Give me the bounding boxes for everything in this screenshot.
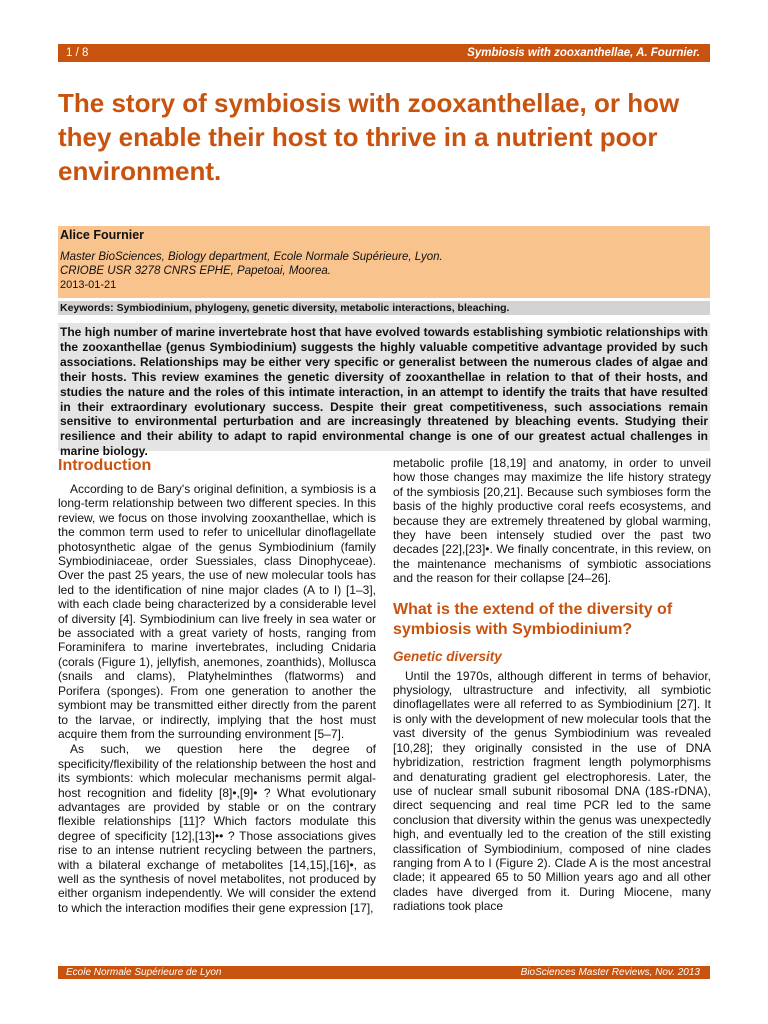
- keywords-list: Symbiodinium, phylogeny, genetic diversity, metabolic interactions, bleaching.: [116, 302, 510, 314]
- right-column: [393, 456, 711, 914]
- keywords-label: Keywords:: [60, 302, 114, 314]
- diversity-heading: What is the extend of the diversity of symbiosis with Symbiodinium?: [393, 600, 673, 638]
- author-box: [58, 226, 710, 298]
- affiliations: [60, 250, 443, 278]
- page-number: 1 / 8: [66, 47, 89, 59]
- intro-paragraph-1: According to de Bary's original definition, a symbiosis is a long-term relationship between two different species. In this review, we focus on those involving zooxanthellae, which is the common term used to refer to unicellular dinoflagellate photosynthetic algae of the genus Symbiodinium (family Symbiodiniaceae, order Suessiales, class Dinophyceae). Over the past 25 years, the use of new molecular tools has led to the identification of nine major clades (A to I) [1–3], with each clade being characterized by a considerable level of diversity [4]. Symbiodinium can live freely in sea water or be associated with a great variety of hosts, ranging from Foraminifera to marine invertebrates, including Cnidaria (corals (Figure 1), jellyfish, anemones, zoanthids), Mollusca (snails and clams), Platyhelminthes (flatworms) and Porifera (sponges). From one generation to another the symbiont may be transmitted either directly from the parent to the larvae, or indirectly, implying that the host must acquire them from the surrounding environment [5–7].: [58, 482, 376, 741]
- affiliation-1: Master BioSciences, Biology department, Ecole Normale Supérieure, Lyon.: [60, 251, 443, 263]
- running-title: Symbiosis with zooxanthellae, A. Fournier.: [467, 47, 700, 59]
- abstract-text: The high number of marine invertebrate host that have evolved towards establishing symbiotic relationships with the zooxanthellae (genus Symbiodinium) suggests the highly valuable competitive advantage provided by such associations. Relationships may be either very specific or generalist between the numerous clades of algae and their hosts. This review examines the genetic diversity of zooxanthellae in relation to that of their hosts, and studies the nature and the roles of this intimate interaction, in an attempt to identify the traits that have resulted in their extraordinary evolutionary success. Despite their great competitiveness, such associations remain sensitive to environmental perturbation and are increasingly threatened by bleaching events. Studying their resilience and their ability to adapt to rapid environmental change is one of our greatest actual challenges in marine biology.: [60, 325, 708, 459]
- intro-paragraph-2: As such, we question here the degree of specificity/flexibility of the relationship between the host and its symbionts: which molecular mechanisms permit algal-host recognition and fidelity [8]•,[9]• ? What evolutionary advantages are provided by stable or on the contrary flexible relationships [11]? Which factors modulate this degree of specificity [12],[13]•• ? Those associations gives rise to an intense nutrient recycling between the partners, with a bilateral exchange of metabolites [14,15],[16]•, as well as the synthesis of novel metabolites, not produced by either organism independently. We will consider the extend to which the interaction modifies their gene expression [17],: [58, 742, 376, 915]
- running-header: [58, 44, 710, 62]
- footer-journal: BioSciences Master Reviews, Nov. 2013: [520, 967, 700, 978]
- author-name: Alice Fournier: [60, 228, 145, 242]
- abstract-box: [58, 323, 710, 459]
- introduction-heading: Introduction: [58, 457, 152, 474]
- genetic-diversity-paragraph: Until the 1970s, although different in terms of behavior, physiology, ultrastructure and infectivity, all symbiotic dinoflagellates were all referred to as Symbiodinium [27]. It is only with the development of new molecular tools that the vast diversity of the genus Symbiodinium was revealed [10,28]; they originally consisted in the use of DNA hybridization, restriction fragment length polymorphisms and denaturating gradient gel electrophoresis. Later, the use of nuclear small subunit ribosomal DNA (18S-rDNA), direct sequencing and real time PCR led to the same conclusion that diversity within the genus was unexpectedly high, and eventually led to the creation of the still existing classification of Symbiodinium, composed of nine clades ranging from A to I (Figure 2). Clade A is the most ancestral clade; it appeared 65 to 50 Million years ago and all other clades have diverged from it. During Miocene, many radiations took place: [393, 668, 711, 914]
- intro-paragraph-continued: metabolic profile [18,19] and anatomy, in order to unveil how those changes may maximize the life history strategy of the symbiosis [20,21]. Because such symbioses form the basis of the highly productive coral reefs ecosystems, and because they are extremely threatened by global warming, they have been intensely studied over the past two decades [22],[23]•. We finally concentrate, in this review, on the maintenance mechanisms of symbiotic associations and the reason for their collapse [24–26].: [393, 456, 711, 586]
- left-column: [58, 456, 376, 915]
- genetic-diversity-subheading: Genetic diversity: [393, 648, 502, 664]
- footer-bar: [58, 966, 710, 979]
- keywords-box: [58, 301, 710, 315]
- article-date: 2013-01-21: [60, 279, 117, 291]
- footer-institution: Ecole Normale Supérieure de Lyon: [66, 967, 222, 978]
- article-title: The story of symbiosis with zooxanthellae, or how they enable their host to thrive in a nutrient poor environment.: [58, 88, 680, 186]
- affiliation-2: CRIOBE USR 3278 CNRS EPHE, Papetoai, Moorea.: [60, 265, 332, 277]
